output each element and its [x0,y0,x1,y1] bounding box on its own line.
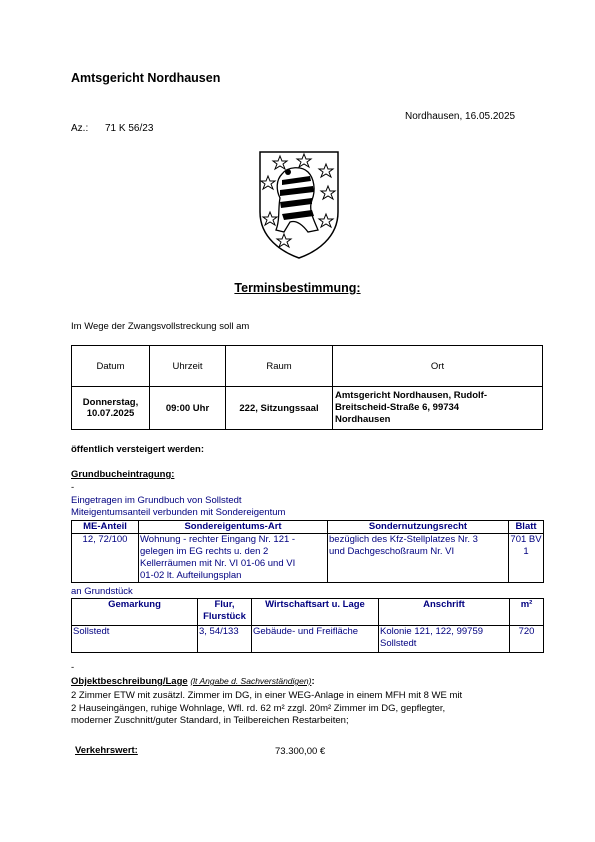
m2-cell: 720 [510,626,544,653]
anschrift-line-1: Kolonie 121, 122, 99759 [380,626,484,637]
verkehrswert-value: 73.300,00 € [275,746,326,757]
eingetragen-text: Eingetragen im Grundbuch von Sollstedt [71,495,242,506]
me-anteil-cell: 12, 72/100 [72,534,139,583]
header-wirtschaftsart: Wirtschaftsart u. Lage [252,599,379,626]
coat-of-arms-thuringia-icon [258,150,340,260]
miteigentum-text: Miteigentumsanteil verbunden mit Sondereigentum [71,507,286,518]
gs-header-row [72,599,544,626]
header-anschrift: Anschrift [379,599,510,626]
intro-text: Im Wege der Zwangsvollstreckung soll am [71,321,250,332]
ort-cell [333,387,543,430]
ort-line-1: Amtsgericht Nordhausen, Rudolf- [335,390,488,401]
blatt-line-1: 701 BV [510,534,542,545]
table-row [72,534,544,583]
sondereigentum-art-cell [139,534,328,583]
header-flur-line-1: Flur, [214,599,235,610]
snr-line-1: bezüglich des Kfz-Stellplatzes Nr. 3 [329,534,478,545]
versteigert-text: öffentlich versteigert werden: [71,444,205,455]
grundbuch-dash: - [71,482,75,493]
blatt-line-2: 1 [523,546,529,557]
objekt-line-2: 2 Hauseingängen, ruhige Wohnlage, Wfl. rd. 62 m² zzgl. 20m² Zimmer im DG, gepflegter, [71,702,446,714]
header-ort: Ort [333,346,543,387]
header-me-anteil: ME-Anteil [72,521,139,534]
header-sondereigentum-art: Sondereigentums-Art [139,521,328,534]
snr-line-2: und Dachgeschoßraum Nr. VI [329,546,455,557]
flur-cell: 3, 54/133 [198,626,252,653]
gemarkung-cell: Sollstedt [72,626,198,653]
table-row [72,626,544,653]
header-datum: Datum [72,346,150,387]
art-line-4: 01-02 lt. Aufteilungsplan [140,570,242,581]
header-blatt: Blatt [509,521,544,534]
sondernutzungsrecht-cell [328,534,509,583]
objekt-note: (lt Angabe d. Sachverständigen) [190,676,312,686]
ort-line-3: Nordhausen [335,414,391,425]
court-name: Amtsgericht Nordhausen [71,71,221,85]
objekt-dash: - [71,662,75,673]
datum-cell [72,387,150,430]
objekt-colon: : [311,676,315,687]
case-number: 71 K 56/23 [105,123,154,134]
wirtschaftsart-cell: Gebäude- und Freifläche [252,626,379,653]
anschrift-cell [379,626,510,653]
art-line-2: gelegen im EG rechts u. den 2 [140,546,269,557]
header-flur [198,599,252,626]
me-header-row [72,521,544,534]
header-raum: Raum [226,346,333,387]
termin-header-row [72,346,543,387]
datum-weekday: Donnerstag, [82,397,139,408]
art-line-3: Kellerräumen mit Nr. VI 01-06 und VI [140,558,296,569]
anschrift-line-2: Sollstedt [380,638,417,649]
header-gemarkung: Gemarkung [72,599,198,626]
verkehrswert-label: Verkehrswert: [75,745,138,756]
termin-table [71,345,543,430]
header-m2: m² [510,599,544,626]
city-date: Nordhausen, 16.05.2025 [405,111,516,122]
grundbuch-heading: Grundbucheintragung: [71,469,175,480]
header-sondernutzungsrecht: Sondernutzungsrecht [328,521,509,534]
an-grundstueck-text: an Grundstück [71,586,133,597]
case-number-label: Az.: [71,123,89,134]
raum-cell: 222, Sitzungssaal [226,387,333,430]
objekt-heading: Objektbeschreibung/Lage [71,676,188,687]
objekt-description [71,690,541,728]
uhrzeit-cell: 09:00 Uhr [150,387,226,430]
objekt-heading-line [71,676,315,687]
ort-line-2: Breitscheid-Straße 6, 99734 [335,402,460,413]
miteigentum-table [71,520,544,583]
document-title: Terminsbestimmung: [234,281,361,295]
datum-date: 10.07.2025 [86,408,135,419]
header-flur-line-2: Flurstück [203,611,246,622]
grundstueck-table [71,598,544,653]
header-uhrzeit: Uhrzeit [150,346,226,387]
objekt-line-3: moderner Zuschnitt/guter Standard, in Teilbereichen Restarbeiten; [71,715,349,726]
objekt-line-1: 2 Zimmer ETW mit zusätzl. Zimmer im DG, in einer WEG-Anlage in einem MFH mit 8 WE mit [71,690,463,701]
art-line-1: Wohnung - rechter Eingang Nr. 121 - [140,534,296,545]
termin-value-row [72,387,543,430]
blatt-cell [509,534,544,583]
